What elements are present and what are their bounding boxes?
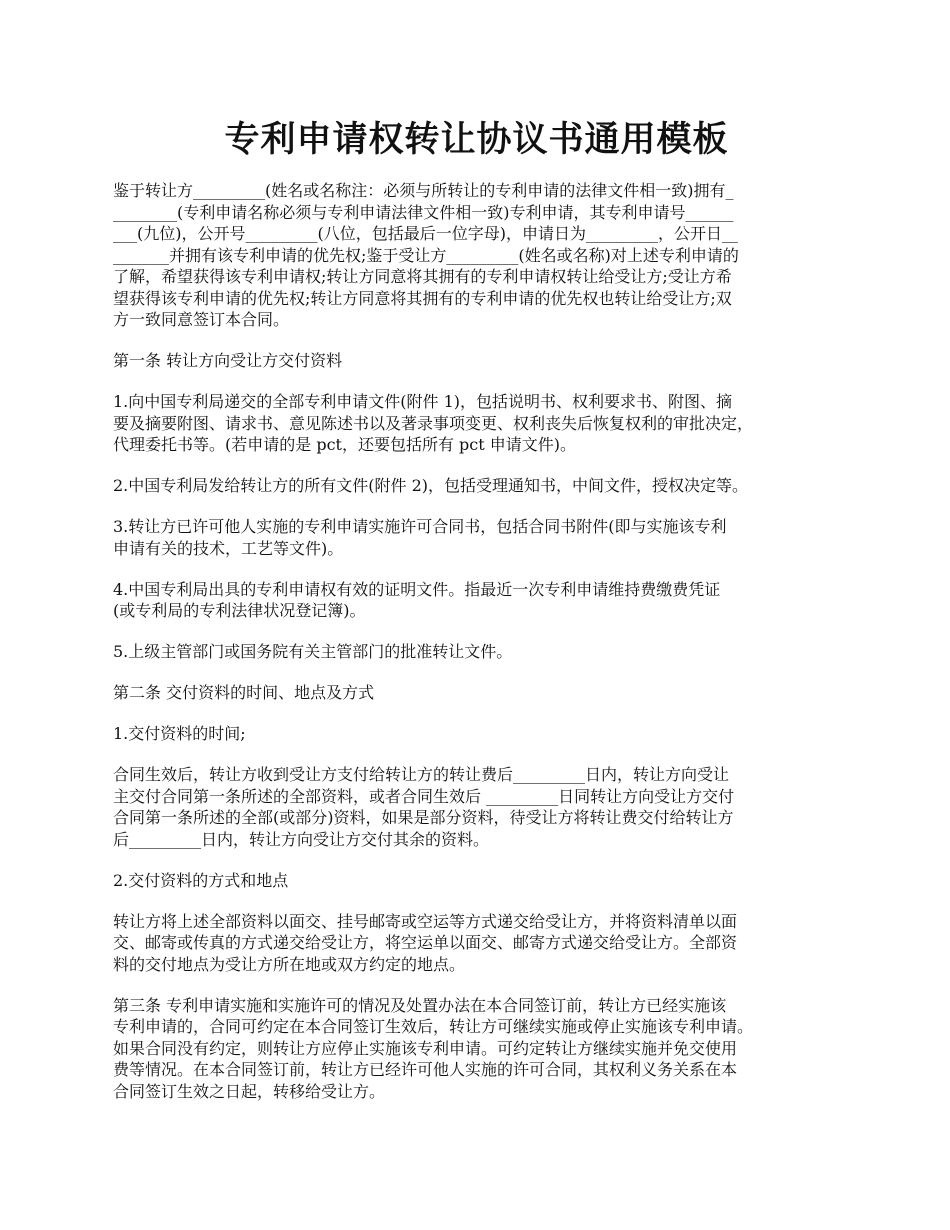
text-line: 专利申请的，合同可约定在本合同签订生效后，转让方可继续实施或停止实施该专利申请。 [113,1017,754,1036]
text-line: 2.交付资料的方式和地点 [113,870,289,890]
text-line: 合同签订生效之日起，转移给受让方。 [113,1081,386,1101]
text-line: 4.中国专利局出具的专利申请权有效的证明文件。指最近一次专利申请维持费缴费凭证 [113,579,721,599]
article-2-item-1 [113,723,840,745]
text-line: 1.向中国专利局递交的全部专利申请文件(附件 1)，包括说明书、权利要求书、附图、摘 [113,392,733,411]
article-3 [113,995,840,1103]
article-1-heading [113,350,840,372]
text-line: 方一致同意签订本合同。 [113,310,290,329]
text-line: ________(专利申请名称必须与专利申请法律文件相一致)专利申请，其专利申请号______ [113,202,734,222]
text-line: 要及摘要附图、请求书、意见陈述书以及著录事项变更、权利丧失后恢复权利的审批决定， [113,413,754,433]
article-2-item-2 [113,870,840,892]
text-line: 如果合同没有约定，则转让方应停止实施该专利申请。可约定转让方继续实施并免交使用 [113,1038,738,1058]
text-line: ___(九位)，公开号_________(八位，包括最后一位字母)，申请日为_________，公开日__ [113,224,738,243]
text-line: 料的交付地点为受让方所在地或双方约定的地点。 [113,954,466,974]
text-line: 交、邮寄或传真的方式递交给受让方，将空运单以面交、邮寄方式递交给受让方。全部资 [113,933,738,952]
text-line: 第二条 交付资料的时间、地点及方式 [113,683,375,702]
text-line: 后_________日内，转让方向受让方交付其余的资料。 [113,829,490,849]
text-line: 第一条 转让方向受让方交付资料 [113,351,343,370]
article-2-item-2-body [113,911,840,976]
text-line: 2.中国专利局发给转让方的所有文件(附件 2)，包括受理通知书，中间文件，授权决定等。 [113,476,749,495]
text-line: 了解，希望获得该专利申请权;转让方同意将其拥有的专利申请权转让给受让方;受让方希 [113,267,732,286]
text-line: 申请有关的技术，工艺等文件)。 [113,538,344,558]
text-line: 鉴于转让方_________(姓名或名称注：必须与所转让的专利申请的法律文件相一致)拥有_ [113,181,734,200]
document-body [113,180,840,1122]
article-1-item-2 [113,475,840,497]
text-line: (或专利局的专利法律状况登记簿)。 [113,601,366,620]
text-line: 第三条 专利申请实施和实施许可的情况及处置办法在本合同签订前，转让方已经实施该 [113,995,727,1015]
text-line: 代理委托书等。(若申请的是 pct，还要包括所有 pct 申请文件)。 [113,435,577,454]
article-1-item-3 [113,516,840,559]
article-2-item-1-body [113,764,840,850]
text-line: 费等情况。在本合同签订前，转让方已经许可他人实施的许可合同，其权利义务关系在本 [113,1060,738,1079]
text-line: 合同生效后，转让方收到受让方支付给转让方的转让费后_________日内，转让方向受让 [113,765,730,784]
text-line: 1.交付资料的时间; [113,724,246,743]
text-line: 主交付合同第一条所述的全部资料，或者合同生效后 _________日同转让方向受让方交付 [113,786,735,806]
text-line: 转让方将上述全部资料以面交、挂号邮寄或空运等方式递交给受让方，并将资料清单以面 [113,911,738,931]
article-1-item-5 [113,641,840,663]
document-title: 专利申请权转让协议书通用模板 [224,119,729,160]
paragraph-preamble [113,180,840,331]
article-1-item-1 [113,391,840,456]
article-2-heading [113,682,840,704]
text-line: 合同第一条所述的全部(或部分)资料，如果是部分资料，待受让方将转让费交付给转让方 [113,808,734,827]
text-line: 望获得该专利申请的优先权;转让方同意将其拥有的专利申请的优先权也转让给受让方;双 [113,288,732,308]
article-1-item-4 [113,579,840,622]
text-line: 3.转让方已许可他人实施的专利申请实施许可合同书，包括合同书附件(即与实施该专利 [113,517,727,536]
text-line: 5.上级主管部门或国务院有关主管部门的批准转让文件。 [113,642,513,661]
text-line: _______并拥有该专利申请的优先权;鉴于受让方_________(姓名或名称)对上述专利申请的 [113,245,739,265]
